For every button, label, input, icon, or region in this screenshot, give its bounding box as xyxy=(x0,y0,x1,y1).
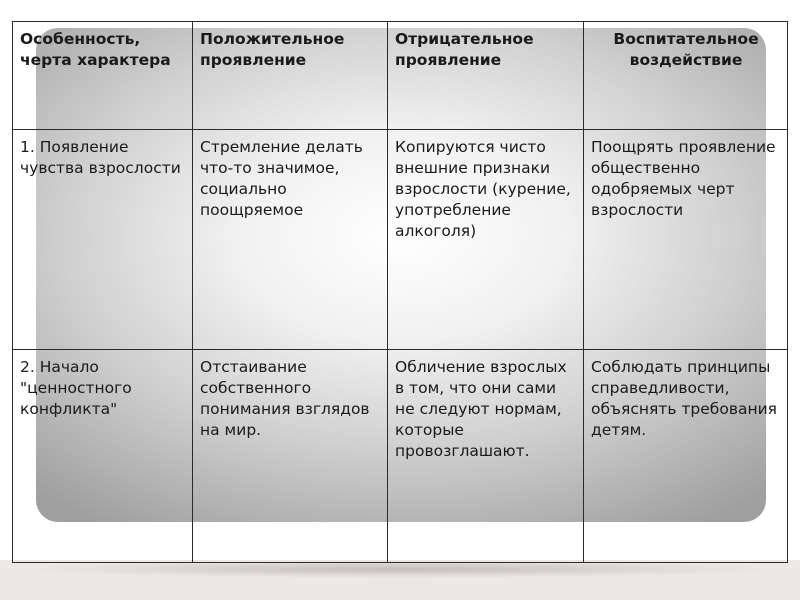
row-influence: Соблюдать принципы справедливости, объяснять требования детям. xyxy=(584,350,788,563)
table-row xyxy=(13,350,788,563)
row-positive: Стремление делать что-то значимое, социально поощряемое xyxy=(193,130,388,350)
header-negative: Отрицательное проявление xyxy=(388,22,584,130)
table-row xyxy=(13,130,788,350)
table-header-row xyxy=(13,22,788,130)
row-influence: Поощрять проявление общественно одобряемых черт взрослости xyxy=(584,130,788,350)
character-traits-table xyxy=(12,21,788,563)
row-feature: 2. Начало "ценностного конфликта" xyxy=(13,350,193,563)
header-feature: Особенность, черта характера xyxy=(13,22,193,130)
header-positive: Положительное проявление xyxy=(193,22,388,130)
header-influence: Воспитательное воздействие xyxy=(584,22,788,130)
row-feature: 1. Появление чувства взрослости xyxy=(13,130,193,350)
row-negative: Обличение взрослых в том, что они сами не следуют нормам, которые провозглашают. xyxy=(388,350,584,563)
row-positive: Отстаивание собственного понимания взглядов на мир. xyxy=(193,350,388,563)
row-negative: Копируются чисто внешние признаки взрослости (курение, употребление алкоголя) xyxy=(388,130,584,350)
slide-shadow xyxy=(22,560,778,578)
